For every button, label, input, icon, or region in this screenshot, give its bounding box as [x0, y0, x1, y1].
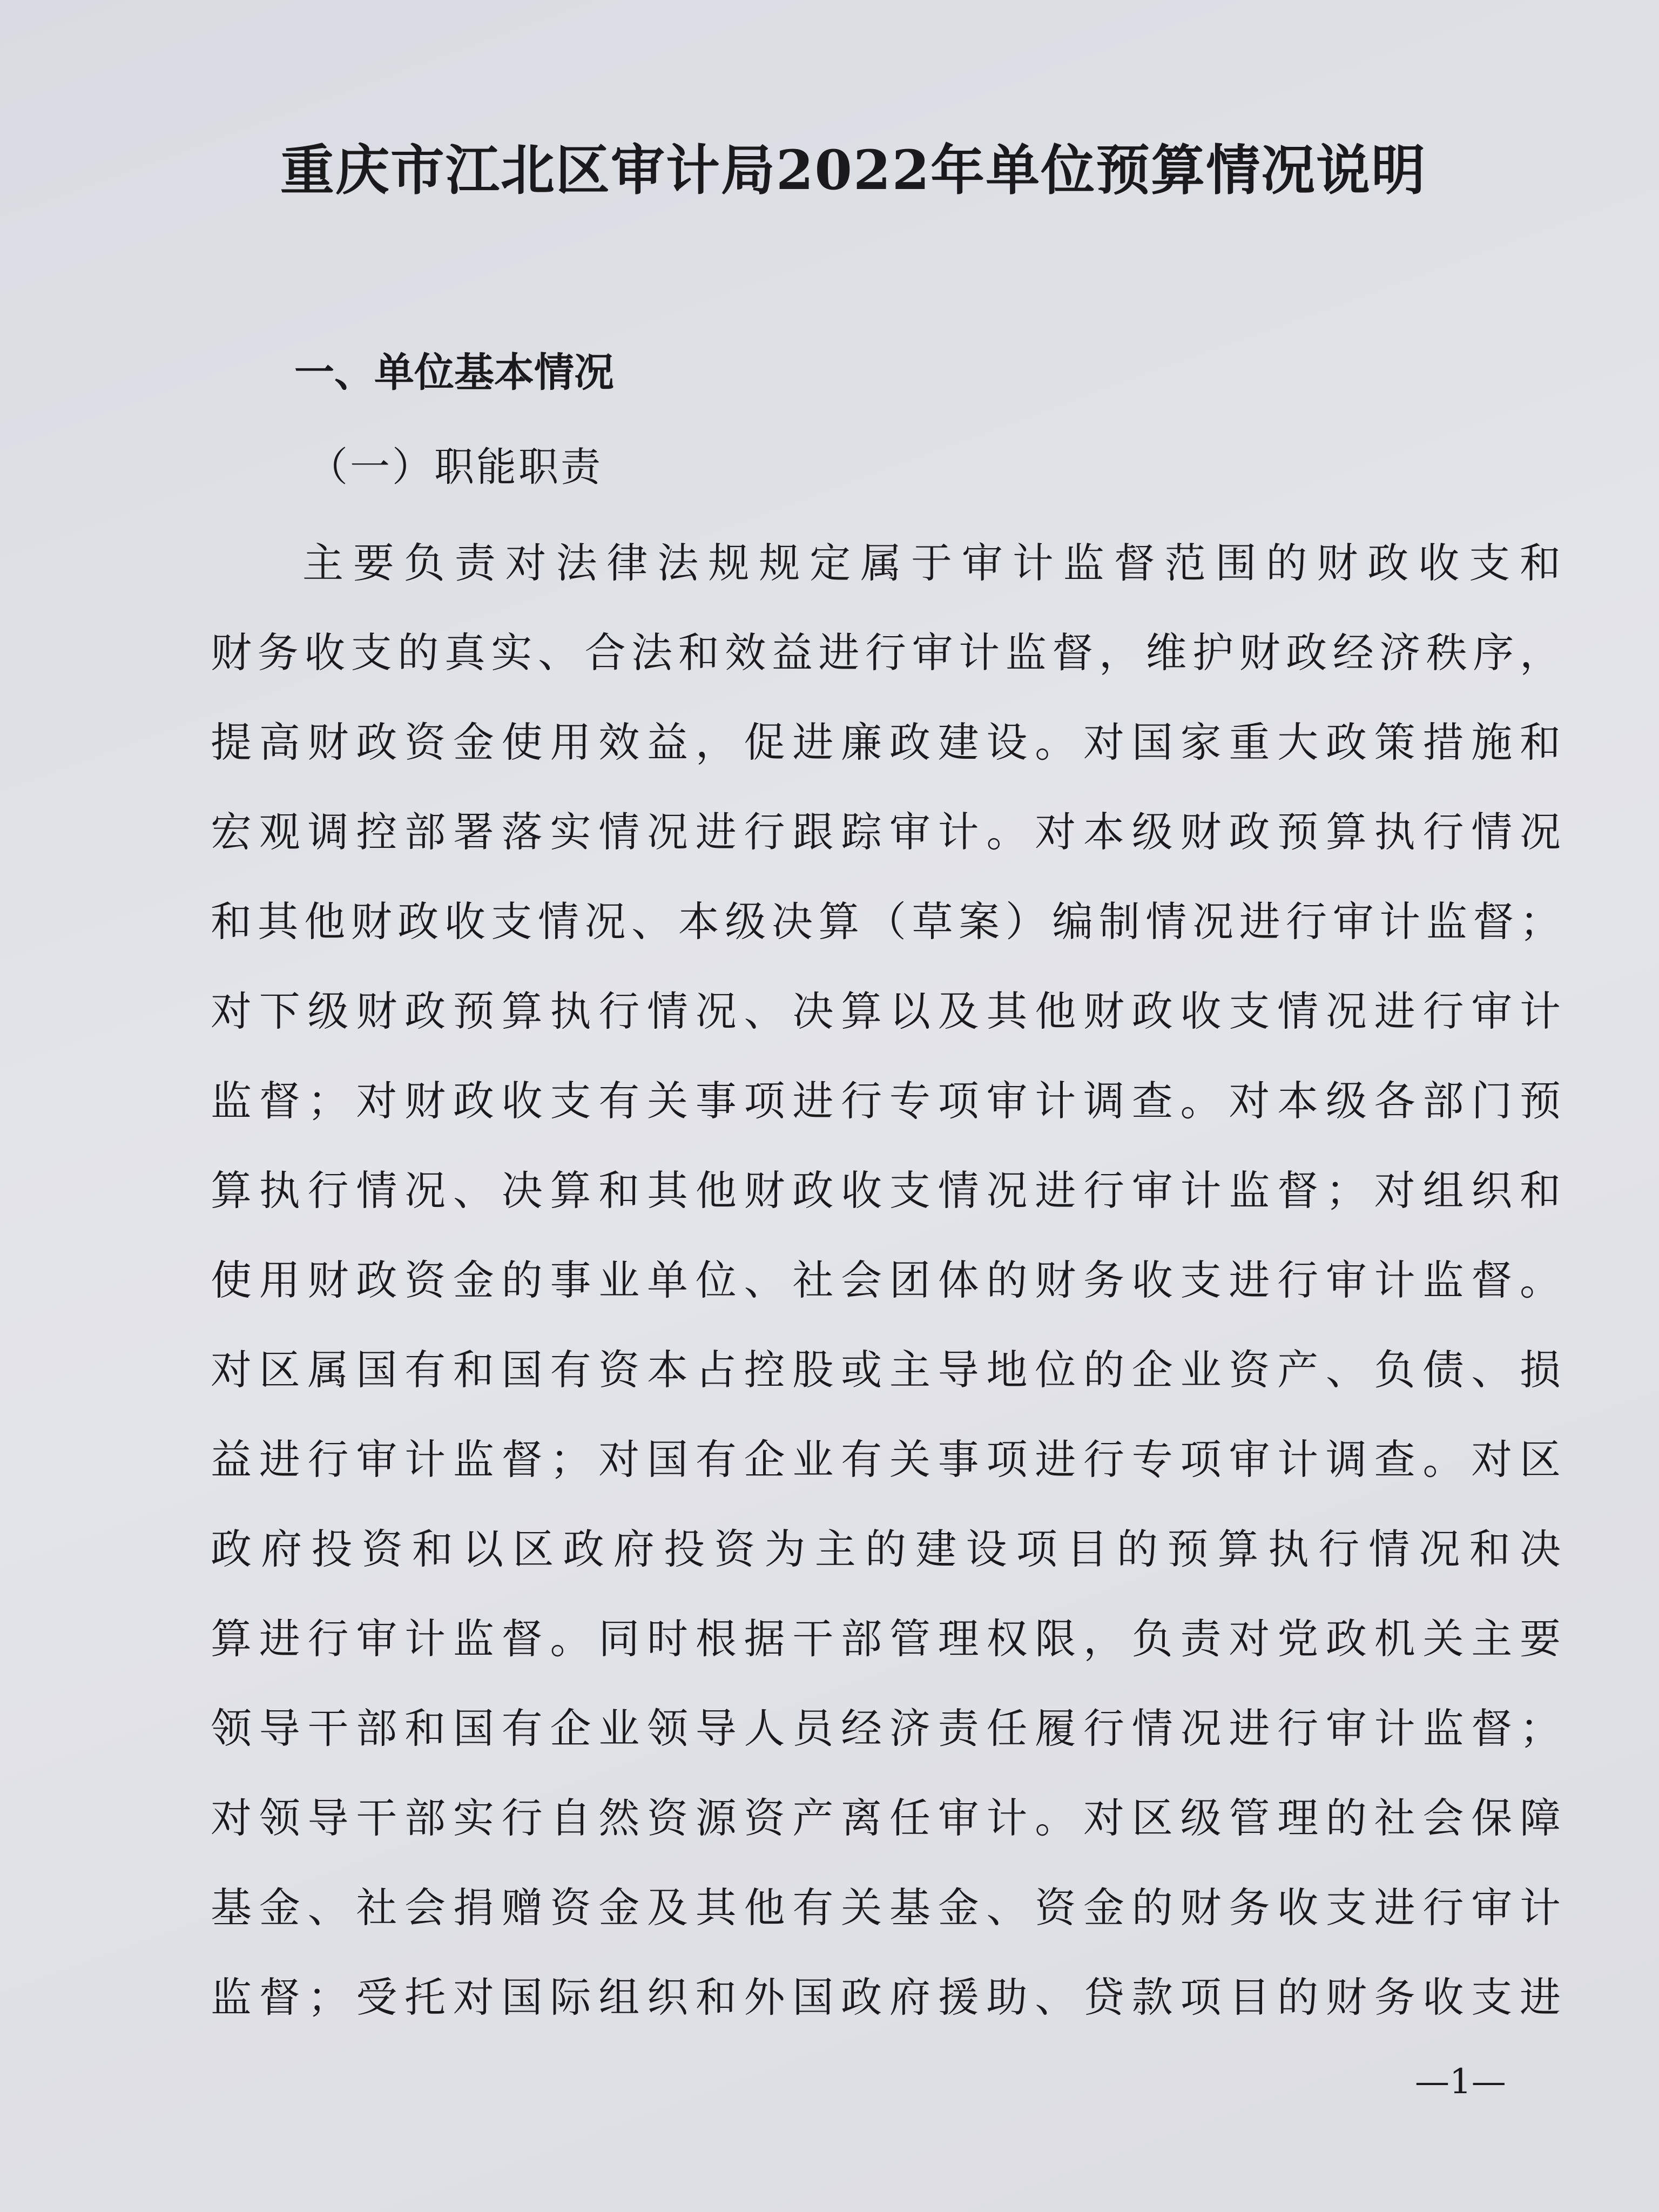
- paragraph-line: 主要负责对法律法规规定属于审计监督范围的财政收支和: [302, 539, 1561, 587]
- page-number: —1—: [1415, 2062, 1506, 2102]
- paragraph-line: 基金、社会捐赠资金及其他有关基金、资金的财务收支进行审计: [211, 1884, 1561, 1932]
- paragraph-line: 监督；对财政收支有关事项进行专项审计调查。对本级各部门预: [211, 1077, 1561, 1125]
- paragraph-line: 益进行审计监督；对国有企业有关事项进行专项审计调查。对区: [211, 1435, 1561, 1483]
- paragraph-line: 对领导干部实行自然资源资产离任审计。对区级管理的社会保障: [211, 1794, 1561, 1842]
- paragraph-line: 和其他财政收支情况、本级决算（草案）编制情况进行审计监督；: [211, 898, 1561, 946]
- paragraph-line: 提高财政资金使用效益，促进廉政建设。对国家重大政策措施和: [211, 718, 1561, 766]
- paragraph-line: 政府投资和以区政府投资为主的建设项目的预算执行情况和决: [211, 1525, 1561, 1573]
- body-paragraph: [211, 518, 1561, 2042]
- subsection-heading: （一）职能职责: [308, 444, 603, 490]
- paragraph-line: 对下级财政预算执行情况、决算以及其他财政收支情况进行审计: [211, 987, 1561, 1035]
- paragraph-line: 算进行审计监督。同时根据干部管理权限，负责对党政机关主要: [211, 1615, 1561, 1663]
- document-title: 重庆市江北区审计局2022年单位预算情况说明: [280, 138, 1427, 202]
- paragraph-line: 财务收支的真实、合法和效益进行审计监督，维护财政经济秩序，: [211, 629, 1561, 677]
- paragraph-line: 监督；受托对国际组织和外国政府援助、贷款项目的财务收支进: [211, 1973, 1561, 2021]
- paragraph-line: 对区属国有和国有资本占控股或主导地位的企业资产、负债、损: [211, 1346, 1561, 1394]
- section-heading: 一、单位基本情况: [294, 349, 614, 396]
- paragraph-line: 宏观调控部署落实情况进行跟踪审计。对本级财政预算执行情况: [211, 808, 1561, 856]
- paragraph-line: 算执行情况、决算和其他财政收支情况进行审计监督；对组织和: [211, 1166, 1561, 1215]
- paragraph-line: 领导干部和国有企业领导人员经济责任履行情况进行审计监督；: [211, 1704, 1561, 1752]
- paragraph-line: 使用财政资金的事业单位、社会团体的财务收支进行审计监督。: [211, 1256, 1561, 1304]
